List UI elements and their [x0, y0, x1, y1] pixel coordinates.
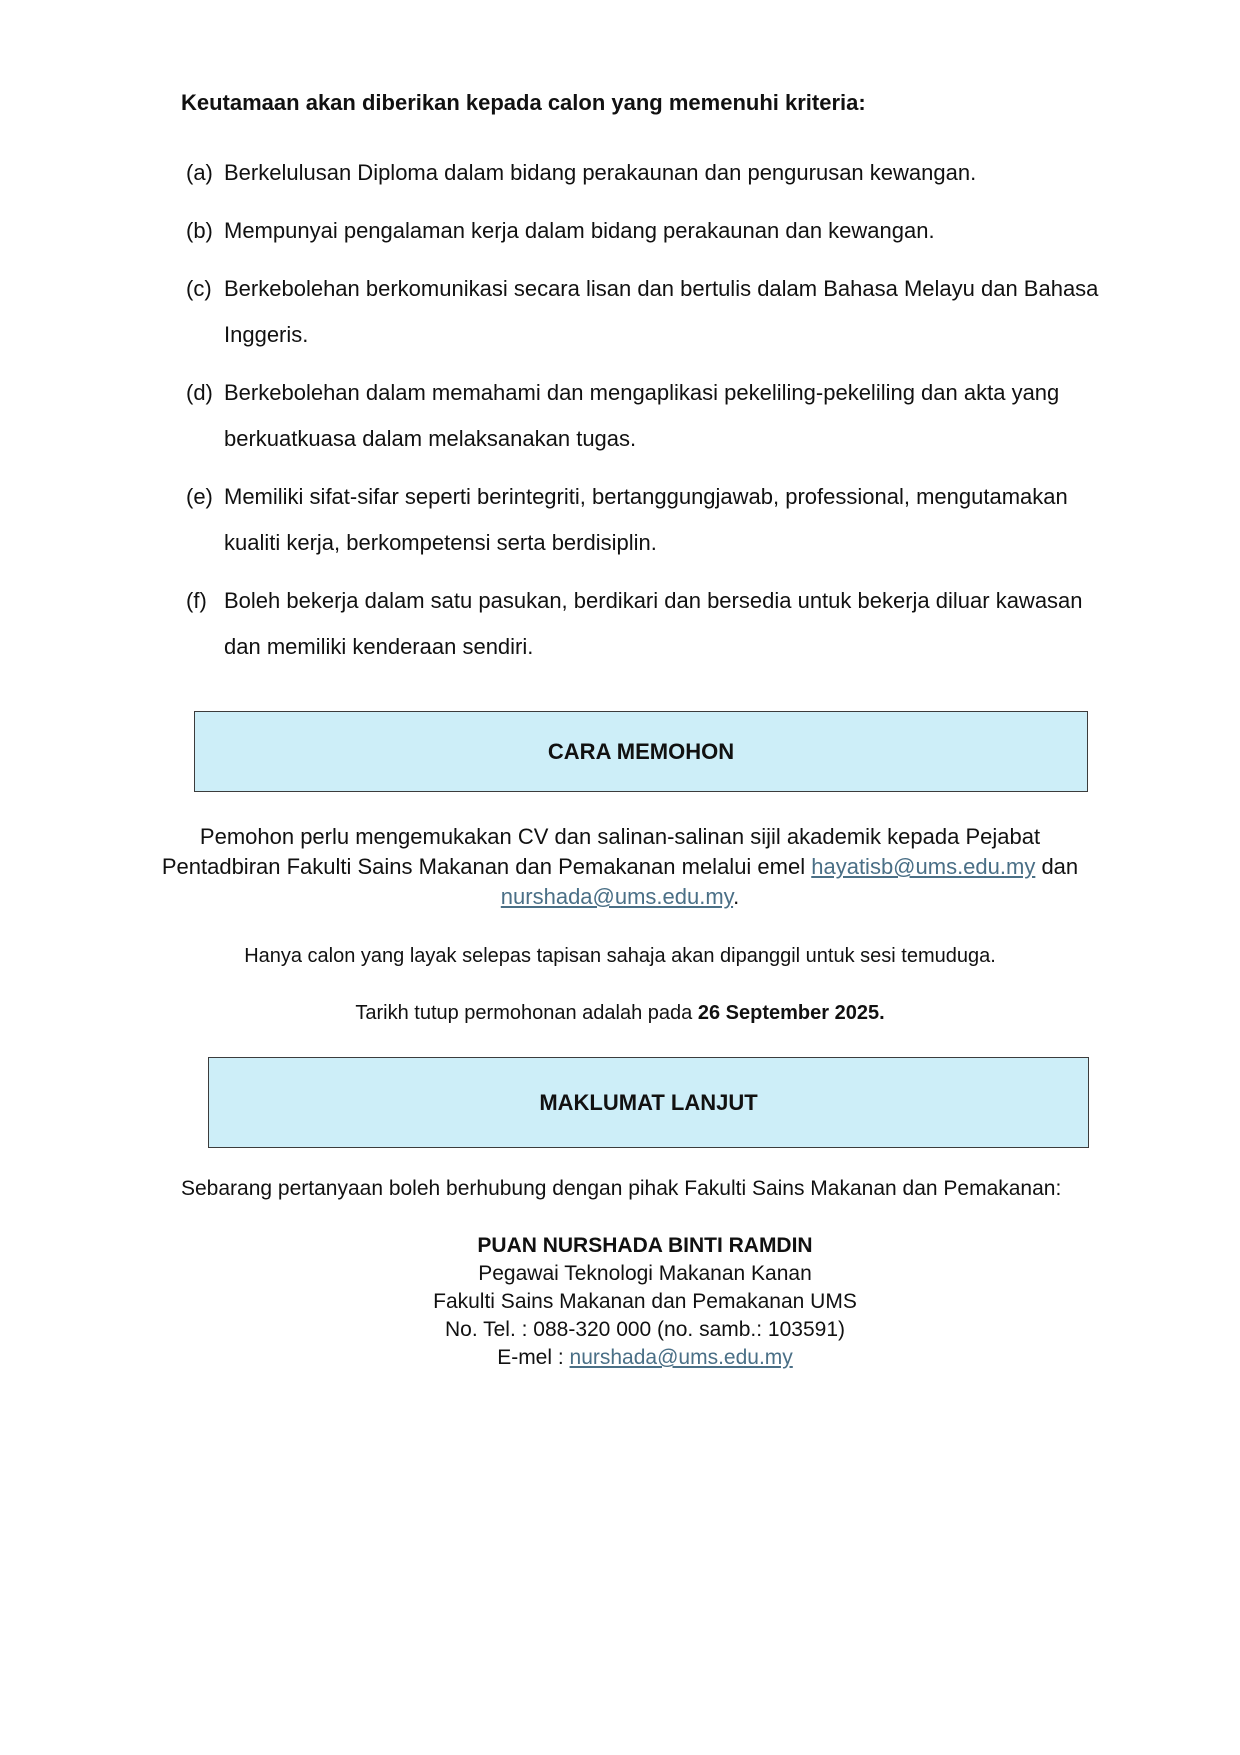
- contact-email-label: E-mel :: [497, 1346, 570, 1369]
- enquiry-note: Sebarang pertanyaan boleh berhubung dengan pihak Fakulti Sains Makanan dan Pemakanan:: [181, 1177, 1062, 1200]
- criteria-list: [186, 150, 1106, 682]
- criteria-item-a: [186, 150, 1106, 196]
- criteria-text: Mempunyai pengalaman kerja dalam bidang perakaunan dan kewangan.: [224, 218, 935, 243]
- how-to-apply-title: CARA MEMOHON: [547, 738, 735, 764]
- contact-block: [345, 1232, 945, 1372]
- further-info-header: [208, 1057, 1089, 1148]
- criteria-marker: (f): [186, 588, 207, 613]
- criteria-text: Berkelulusan Diploma dalam bidang perakaunan dan pengurusan kewangan.: [224, 160, 977, 185]
- email-link-hayatisb[interactable]: hayatisb@ums.edu.my: [811, 854, 1036, 879]
- contact-name: PUAN NURSHADA BINTI RAMDIN: [477, 1234, 813, 1257]
- closing-date-line: [150, 1002, 1090, 1025]
- criteria-item-d: [186, 370, 1106, 462]
- application-text-start: Pemohon perlu mengemukakan CV dan salinan-salinan sijil akademik kepada Pejabat Pentadbiran Fakulti Sains Makanan dan Pemakanan melalui emel: [161, 824, 1041, 879]
- email-link-nurshada[interactable]: nurshada@ums.edu.my: [500, 884, 734, 909]
- further-info-title: MAKLUMAT LANJUT: [539, 1089, 758, 1115]
- contact-email-line: [345, 1344, 945, 1372]
- application-text-mid: dan: [1035, 854, 1079, 879]
- criteria-heading: Keutamaan akan diberikan kepada calon yang memenuhi kriteria:: [181, 90, 866, 115]
- criteria-marker: (b): [186, 218, 213, 243]
- shortlist-note: Hanya calon yang layak selepas tapisan sahaja akan dipanggil untuk sesi temuduga.: [244, 945, 996, 967]
- contact-email-link[interactable]: nurshada@ums.edu.my: [569, 1346, 793, 1369]
- criteria-text: Berkebolehan berkomunikasi secara lisan dan bertulis dalam Bahasa Melayu dan Bahasa Inggeris.: [224, 276, 1099, 347]
- criteria-text: Boleh bekerja dalam satu pasukan, berdikari dan bersedia untuk bekerja diluar kawasan dan memiliki kenderaan sendiri.: [224, 588, 1083, 659]
- closing-date-value: 26 September 2025.: [697, 1002, 885, 1024]
- criteria-text: Memiliki sifat-sifar seperti berintegriti, bertanggungjawab, professional, mengutamakan kualiti kerja, berkompetensi serta berdisiplin.: [224, 484, 1068, 555]
- contact-position: Pegawai Teknologi Makanan Kanan: [478, 1262, 812, 1285]
- criteria-marker: (a): [186, 160, 213, 185]
- how-to-apply-header: [194, 711, 1088, 792]
- criteria-marker: (d): [186, 380, 213, 405]
- criteria-item-f: [186, 578, 1106, 670]
- contact-phone: No. Tel. : 088-320 000 (no. samb.: 103591): [444, 1318, 846, 1341]
- criteria-marker: (c): [186, 276, 212, 301]
- criteria-item-b: [186, 208, 1106, 254]
- criteria-marker: (e): [186, 484, 213, 509]
- application-text-end: .: [733, 884, 740, 909]
- criteria-text: Berkebolehan dalam memahami dan mengaplikasi pekeliling-pekeliling dan akta yang berkuatkuasa dalam melaksanakan tugas.: [224, 380, 1060, 451]
- criteria-item-e: [186, 474, 1106, 566]
- application-instructions: [150, 822, 1090, 912]
- criteria-item-c: [186, 266, 1106, 358]
- contact-faculty: Fakulti Sains Makanan dan Pemakanan UMS: [433, 1290, 857, 1313]
- closing-date-label: Tarikh tutup permohonan adalah pada: [355, 1002, 698, 1024]
